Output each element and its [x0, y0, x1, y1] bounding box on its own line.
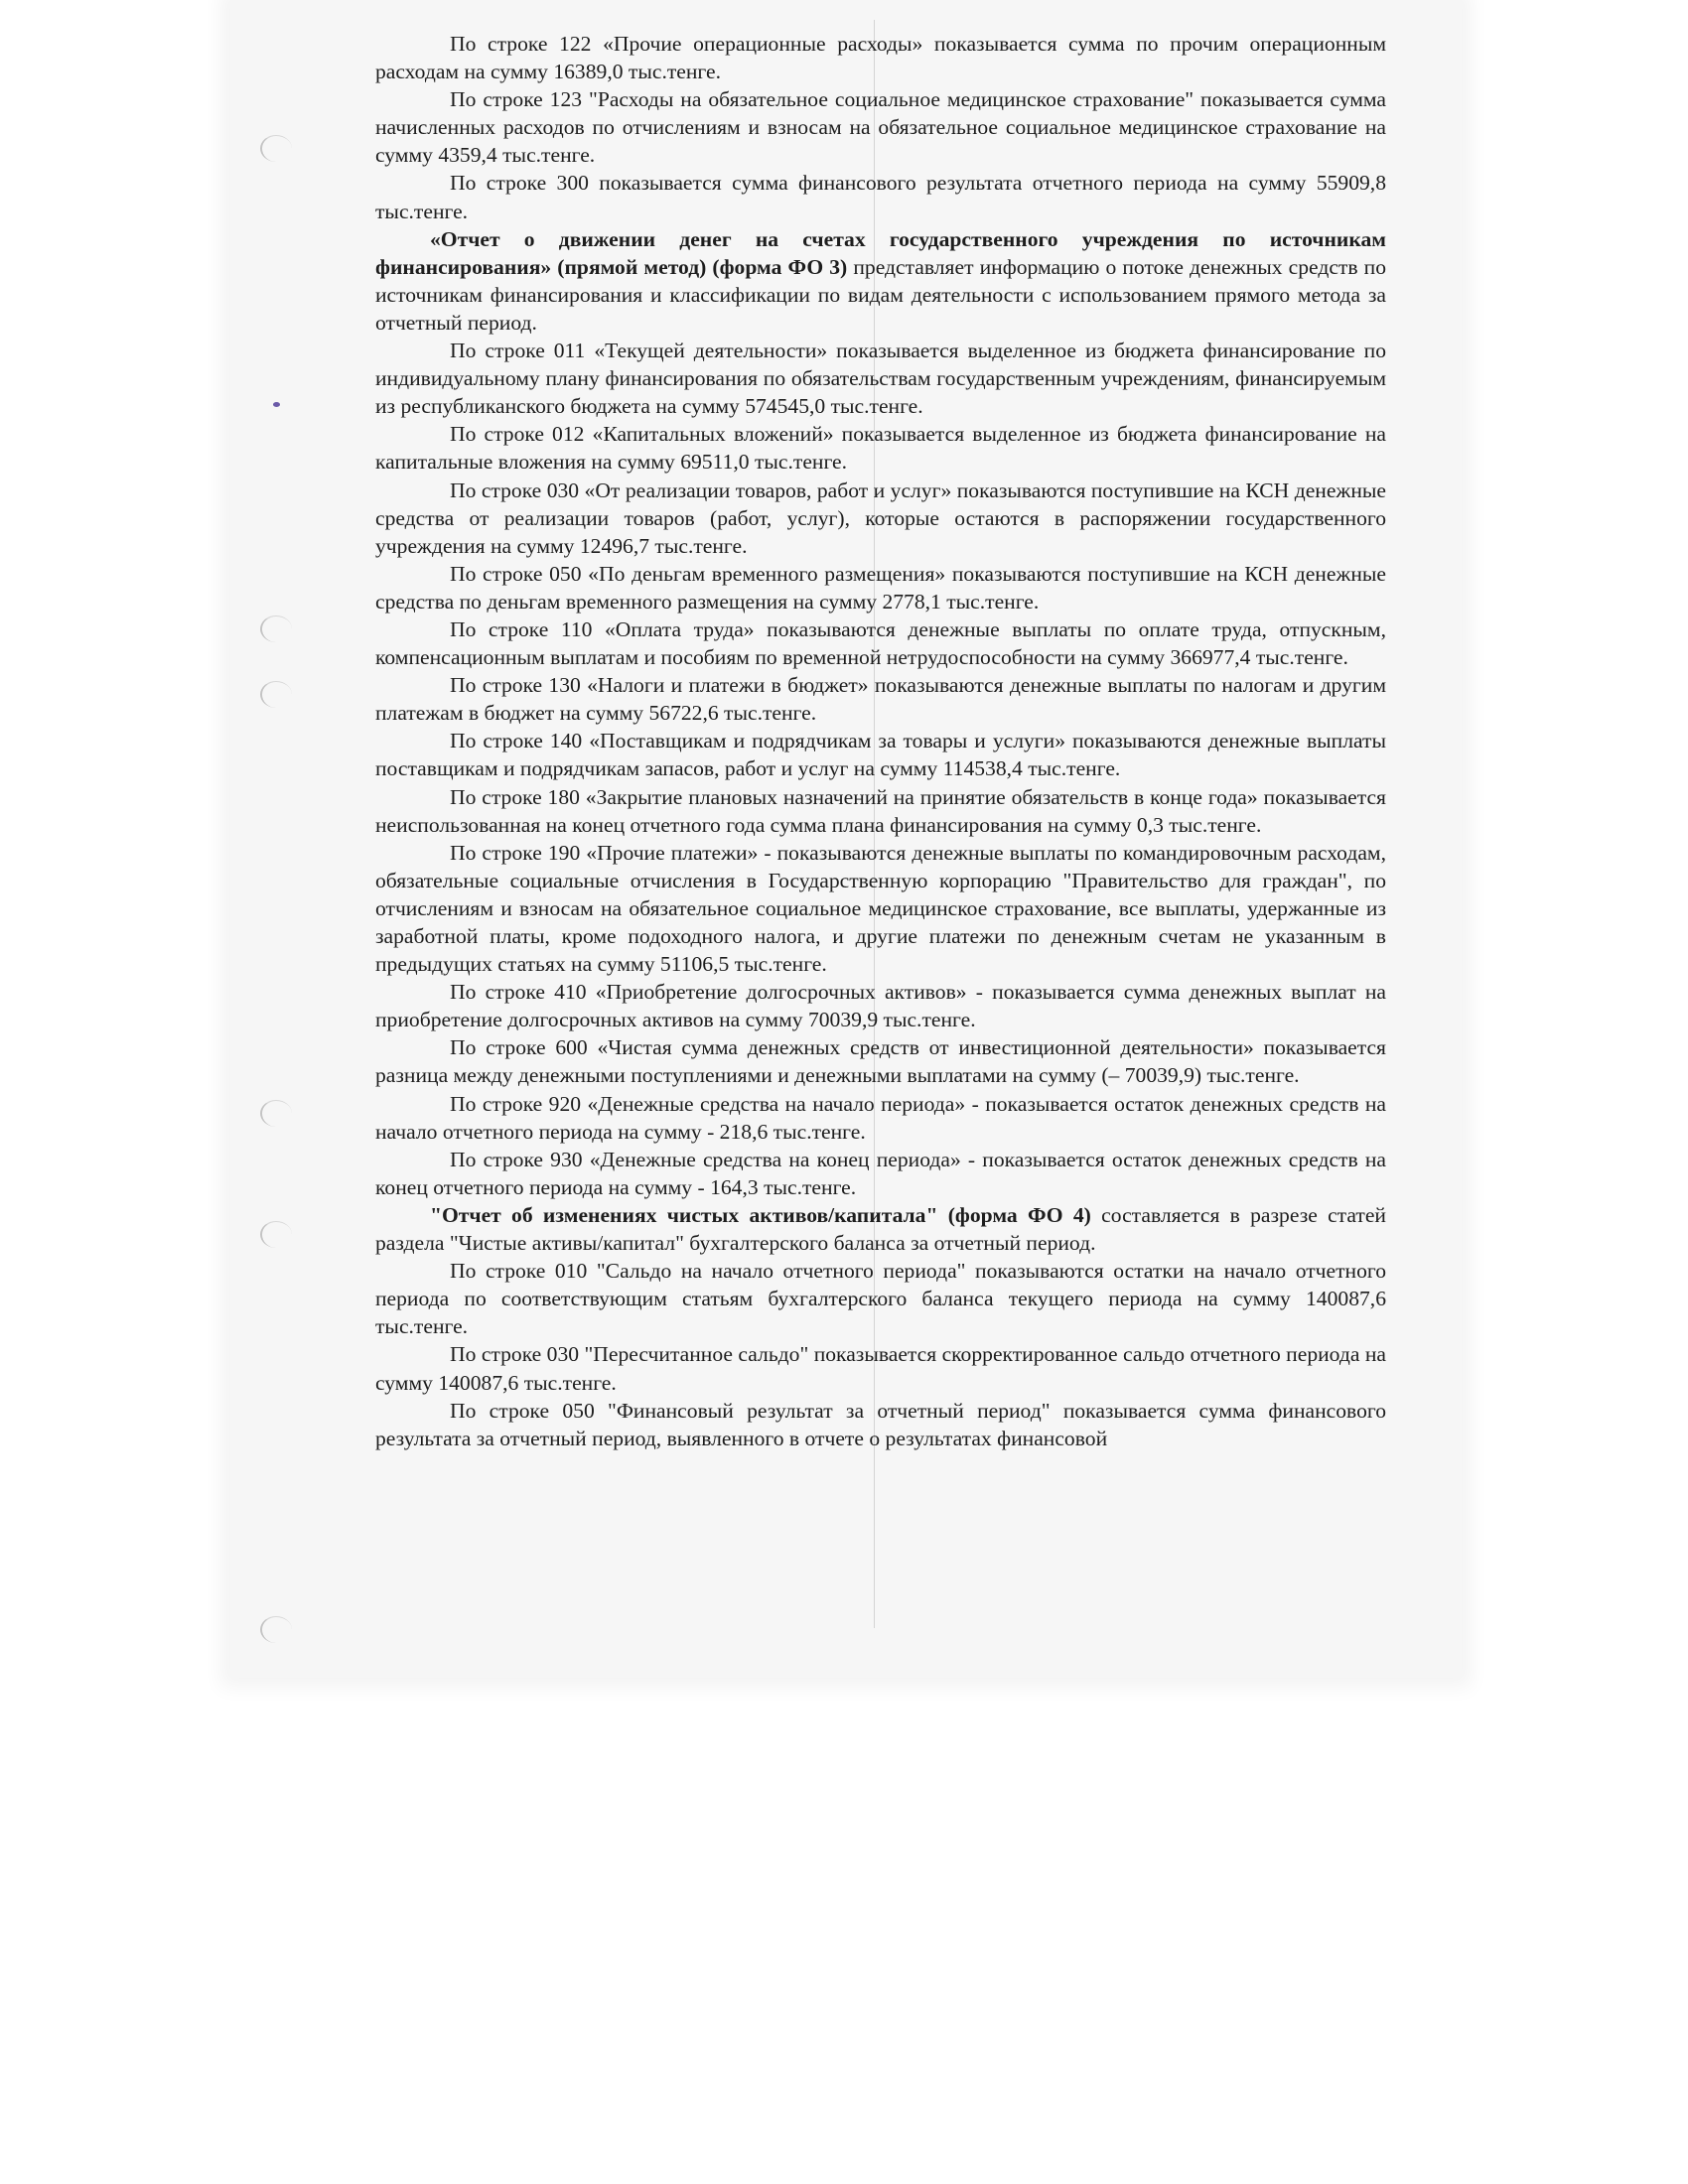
paragraph-text: По строке 110 «Оплата труда» показываются денежные выплаты по оплате труда, отпускным, компенсационным выплатам и пособиям по временной нетрудоспособности на сумму 366977,4 тыс.тенге.	[375, 616, 1386, 670]
punch-hole-mark	[260, 681, 292, 708]
paragraph-text: По строке 920 «Денежные средства на начало периода» - показывается остаток денежных средств на начало отчетного периода на сумму - 218,6 тыс.тенге.	[375, 1091, 1386, 1144]
paragraph	[375, 337, 1386, 420]
paragraph-text: По строке 030 "Пересчитанное сальдо" показывается скорректированное сальдо отчетного периода на сумму 140087,6 тыс.тенге.	[375, 1342, 1386, 1395]
paragraph-text: По строке 012 «Капитальных вложений» показывается выделенное из бюджета финансирование на капитальные вложения на сумму 69511,0 тыс.тенге.	[375, 422, 1386, 475]
paragraph	[375, 1257, 1386, 1340]
paragraph-text: По строке 030 «От реализации товаров, работ и услуг» показываются поступившие на КСН денежные средства от реализации товаров (работ, услуг), которые остаются в распоряжении государственного учреждения на сумму 12496,7 тыс.тенге.	[375, 478, 1386, 558]
paragraph-text: По строке 122 «Прочие операционные расходы» показывается сумма по прочим операционным расходам на сумму 16389,0 тыс.тенге.	[375, 32, 1386, 84]
paragraph	[375, 420, 1386, 476]
paragraph	[375, 85, 1386, 169]
paragraph	[375, 615, 1386, 671]
paragraph	[375, 477, 1386, 560]
paragraph-heading	[375, 1201, 1386, 1257]
paragraph-text: составляется в разрезе статей раздела "Чистые активы/капитал" бухгалтерского баланса за отчетный период.	[375, 1202, 1386, 1256]
punch-hole-mark	[260, 135, 292, 162]
paragraph	[375, 169, 1386, 224]
document-body	[375, 30, 1386, 1452]
paragraph-heading	[375, 225, 1386, 337]
paragraph	[375, 1397, 1386, 1452]
paragraph-text: По строке 050 «По деньгам временного размещения» показываются поступившие на КСН денежные средства по деньгам временного размещения на сумму 2778,1 тыс.тенге.	[375, 561, 1386, 614]
paragraph	[375, 671, 1386, 727]
paragraph-text: По строке 140 «Поставщикам и подрядчикам за товары и услуги» показываются денежные выплаты поставщикам и подрядчикам запасов, работ и услуг на сумму 114538,4 тыс.тенге.	[375, 729, 1386, 781]
paragraph	[375, 839, 1386, 978]
paragraph	[375, 783, 1386, 839]
paragraph-text: По строке 930 «Денежные средства на конец периода» - показывается остаток денежных средств на конец отчетного периода на сумму - 164,3 тыс.тенге.	[375, 1147, 1386, 1199]
ink-dot	[273, 402, 280, 407]
paragraph-text: По строке 600 «Чистая сумма денежных средств от инвестиционной деятельности» показывается разница между денежными поступлениями и денежными выплатами на сумму (– 70039,9) тыс.тенге.	[375, 1035, 1386, 1088]
paragraph-text: По строке 123 "Расходы на обязательное социальное медицинское страхование" показывается сумма начисленных расходов по отчислениям и взносам на обязательное социальное медицинское страхование на сумму 4359,4 тыс.тенге.	[375, 87, 1386, 168]
paragraph	[375, 978, 1386, 1033]
paragraph-text: По строке 300 показывается сумма финансового результата отчетного периода на сумму 55909,8 тыс.тенге.	[375, 171, 1386, 223]
paragraph-text: По строке 010 "Сальдо на начало отчетного периода" показываются остатки на начало отчетного периода по соответствующим статьям бухгалтерского баланса текущего периода на сумму 140087,6 тыс.тенге.	[375, 1259, 1386, 1339]
paragraph-text: По строке 050 "Финансовый результат за отчетный период" показывается сумма финансового результата за отчетный период, выявленного в отчете о результатах финансовой	[375, 1398, 1386, 1450]
paragraph-lead: "Отчет об изменениях чистых активов/капитала" (форма ФО 4)	[430, 1202, 1091, 1227]
punch-hole-mark	[260, 1100, 292, 1127]
paragraph	[375, 1033, 1386, 1089]
punch-hole-mark	[260, 615, 292, 642]
paragraph-text: представляет информацию о потоке денежных средств по источникам финансирования и классификации по видам деятельности с использованием прямого метода за отчетный период.	[375, 254, 1387, 335]
paragraph	[375, 1146, 1386, 1201]
paragraph	[375, 727, 1386, 782]
paragraph	[375, 560, 1386, 615]
punch-hole-mark	[260, 1616, 292, 1643]
paragraph-lead: «Отчет о движении денег на счетах государственного учреждения по источникам финансирования» (прямой метод) (форма ФО 3)	[375, 226, 1386, 279]
paragraph	[375, 1340, 1386, 1396]
paragraph-text: По строке 011 «Текущей деятельности» показывается выделенное из бюджета финансирование по индивидуальному плану финансирования по обязательствам государственным учреждениям, финансируемым из республиканского бюджета на сумму 574545,0 тыс.тенге.	[375, 339, 1386, 419]
paragraph	[375, 30, 1386, 85]
paragraph-text: По строке 130 «Налоги и платежи в бюджет» показываются денежные выплаты по налогам и другим платежам в бюджет на сумму 56722,6 тыс.тенге.	[375, 673, 1386, 726]
paragraph-text: По строке 190 «Прочие платежи» - показываются денежные выплаты по командировочным расходам, обязательные социальные отчисления в Государственную корпорацию "Правительство для граждан", по отчислениям и взносам на обязательное социальное медицинское страхование, все выплаты, удержанные из заработной платы, кроме подоходного налога, и другие платежи по денежным счетам не указанным в предыдущих статьях на сумму 51106,5 тыс.тенге.	[375, 840, 1386, 977]
paragraph	[375, 1090, 1386, 1146]
paragraph-text: По строке 180 «Закрытие плановых назначений на принятие обязательств в конце года» показывается неиспользованная на конец отчетного года сумма плана финансирования на сумму 0,3 тыс.тенге.	[375, 784, 1386, 837]
paragraph-text: По строке 410 «Приобретение долгосрочных активов» - показывается сумма денежных выплат на приобретение долгосрочных активов на сумму 70039,9 тыс.тенге.	[375, 980, 1386, 1032]
punch-hole-mark	[260, 1221, 292, 1248]
